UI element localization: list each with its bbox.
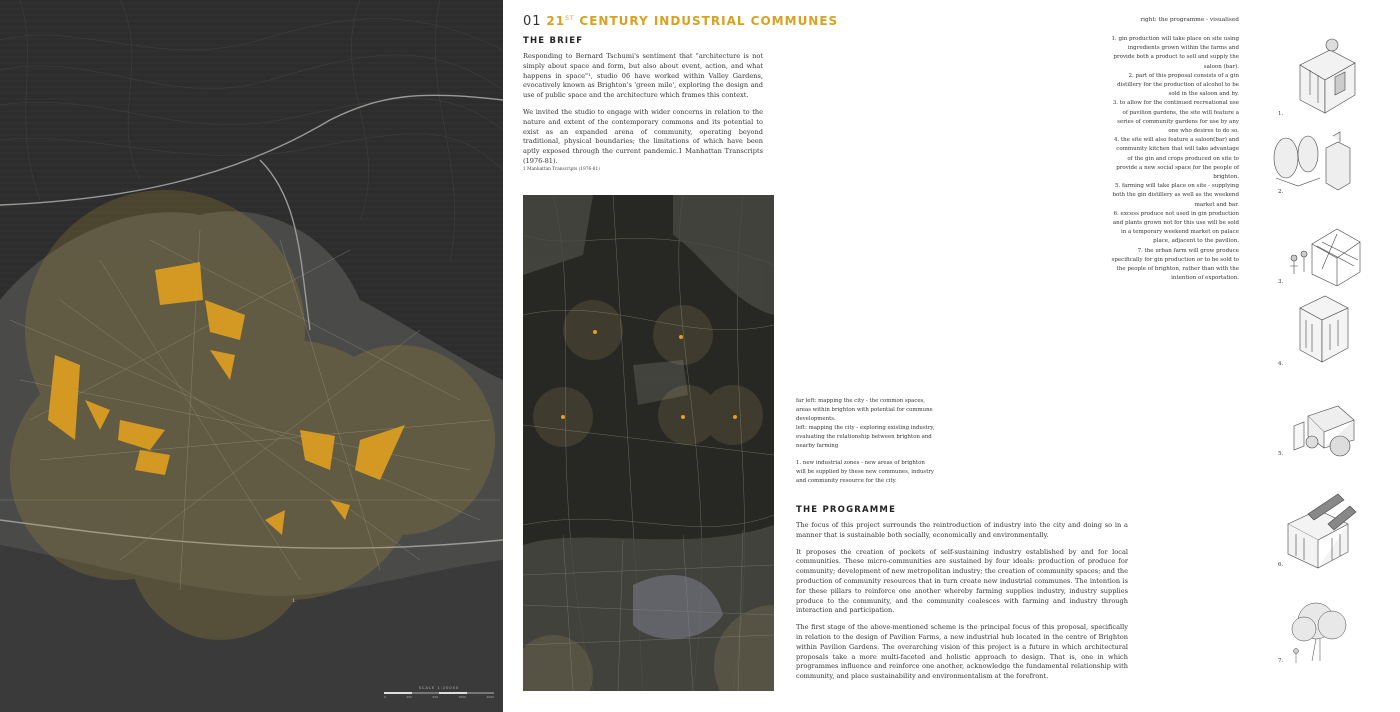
scale-tick: 2000 xyxy=(486,695,494,699)
brighton-commons-map xyxy=(0,0,503,712)
list-item: 5. farming will take place on site - supplying both the gin distillery as well as the weekend market and bar. xyxy=(1112,183,1239,208)
section-number: 01 xyxy=(523,14,542,29)
list-item: 7. the urban farm will grow produce specifically for gin production or to be sold to the people of brighton, rather than with the intention of exportation. xyxy=(1111,247,1239,282)
urban-farm-trees-illustration xyxy=(1276,595,1360,667)
programme-list xyxy=(1110,35,1239,283)
title-lead: 21 xyxy=(546,14,566,28)
caption-industrial-zones: 1. new industrial zones - new areas of brighton will be supplied by these new communes, industry and community resource for the city. xyxy=(796,460,934,484)
community-garden-illustration xyxy=(1282,214,1362,286)
gin-production-illustration xyxy=(1290,35,1360,115)
list-item: 2. part of this proposal consists of a gin distillery for the production of alcohol to be sold in the saloon and by. xyxy=(1117,72,1239,98)
scale-tick: 250 xyxy=(406,695,412,699)
scale-bar-graphic xyxy=(384,692,494,694)
brief-paragraph: We invited the studio to engage with wider concerns in relation to the nature and extent of the contemporary commons and its potential to exist as an expanded arena of community, operating beyond traditional, physical boundaries; the limitations of which have been aptly exposed through the current pandemic.1 Manhattan Transcripts (1976-81). xyxy=(523,107,763,165)
weekend-market-illustration xyxy=(1278,484,1362,572)
illustration-label: 7. xyxy=(1278,658,1284,664)
brief-heading: THE BRIEF xyxy=(523,36,584,46)
title-superscript: ST xyxy=(565,15,575,22)
programme-paragraph: The focus of this project surrounds the reintroduction of industry into the city and doing so in a manner that is sustainable both socially, economically and environmentally. xyxy=(796,521,1128,539)
list-item: 3. to allow for the continued recreational use of pavilion gardens, the site will feature a series of community gardens for use by any one who desires to do so. xyxy=(1112,100,1239,135)
map-captions xyxy=(796,397,936,494)
illustration-label: 5. xyxy=(1278,451,1284,457)
illustration-label: 4. xyxy=(1278,361,1284,367)
caption-mapping: far left: mapping the city - the common spaces, areas within brighton with potential for commune developments. left: mapping the city - exploring existing industry, evaluating the relationship between brighton and nearby farming xyxy=(796,398,935,449)
illustration-label: 6. xyxy=(1278,562,1284,568)
distillery-illustration xyxy=(1268,128,1360,194)
programme-visualised-heading: right: the programme - visualised xyxy=(1140,17,1239,23)
list-item: 4. the site will also feature a saloon(bar) and community kitchen that will take advantage of the gin and crops produced on site to provide a new social space for the people of brighton. xyxy=(1113,137,1239,181)
scale-tick: 500 xyxy=(432,695,439,699)
page-title xyxy=(523,14,838,29)
industry-map-canvas xyxy=(523,195,774,691)
illustration-label: 1. xyxy=(1278,111,1284,117)
scale-tick: 0 xyxy=(384,695,386,699)
list-item: 1. gin production will take place on site using ingredients grown within the farms and provide both a product to sell and supply the saloon (bar). xyxy=(1111,36,1239,70)
saloon-illustration xyxy=(1290,290,1350,370)
title-text: CENTURY INDUSTRIAL COMMUNES xyxy=(579,14,839,28)
illustration-label: 3. xyxy=(1278,279,1284,285)
programme-paragraph: It proposes the creation of pockets of self-sustaining industry established by and for local communities. These micro-communities are sustained by four ideals: production of produce for community; development of new metropolitan industry; the creation of community spaces; and the production of community resources that in turn create new industrial communes. The intention is for these pillars to reinforce one another whereby farming supplies industry, industry supplies produce to the community, and the community coalesces with farming and industry through interaction and participation. xyxy=(796,547,1128,615)
illustration-label: 2. xyxy=(1278,189,1284,195)
scale-tick: 1000 xyxy=(458,695,467,699)
brighton-industry-map xyxy=(523,195,774,691)
list-item: 6. excess produce not used in gin production and plants grown not for this use will be sold in a temporary weekend market on palace place, adjacent to the pavilion. xyxy=(1112,210,1239,245)
scale-ticks xyxy=(384,695,494,699)
programme-heading: THE PROGRAMME xyxy=(796,505,897,515)
map-marker-label: 1. xyxy=(292,598,297,604)
map-canvas xyxy=(0,0,503,712)
farming-tractor-illustration xyxy=(1288,386,1360,466)
programme-paragraph: The first stage of the above-mentioned scheme is the principal focus of this proposal, specifically in relation to the design of Pavilion Farms, a new industrial hub located in the centre of Brighton within Pavilion Gardens. The overarching vision of this project is a future in which architectural proposals take a more multi-faceted and holistic approach to design. That is, one in which programmes influence and reinforce one another, acknowledge the fundamental relationship with community, and place sustainability and environmentalism at the forefront. xyxy=(796,623,1128,681)
scale-label: SCALE 1:20000 xyxy=(418,686,460,690)
programme-body xyxy=(796,521,1128,682)
brief-paragraph: Responding to Bernard Tschumi's sentiment that "architecture is not simply about space and form, but also about event, action, and what happens in space"¹, studio 06 have worked within Valley Gardens, evocatively known as Brighton's 'green mile', exploring the design and use of public space and the architecture which frames this context. xyxy=(523,52,763,100)
brief-body xyxy=(523,52,763,167)
brief-footnote: 1 Manhattan Transcripts (1976-81) xyxy=(523,167,600,172)
scale-bar xyxy=(384,686,494,706)
